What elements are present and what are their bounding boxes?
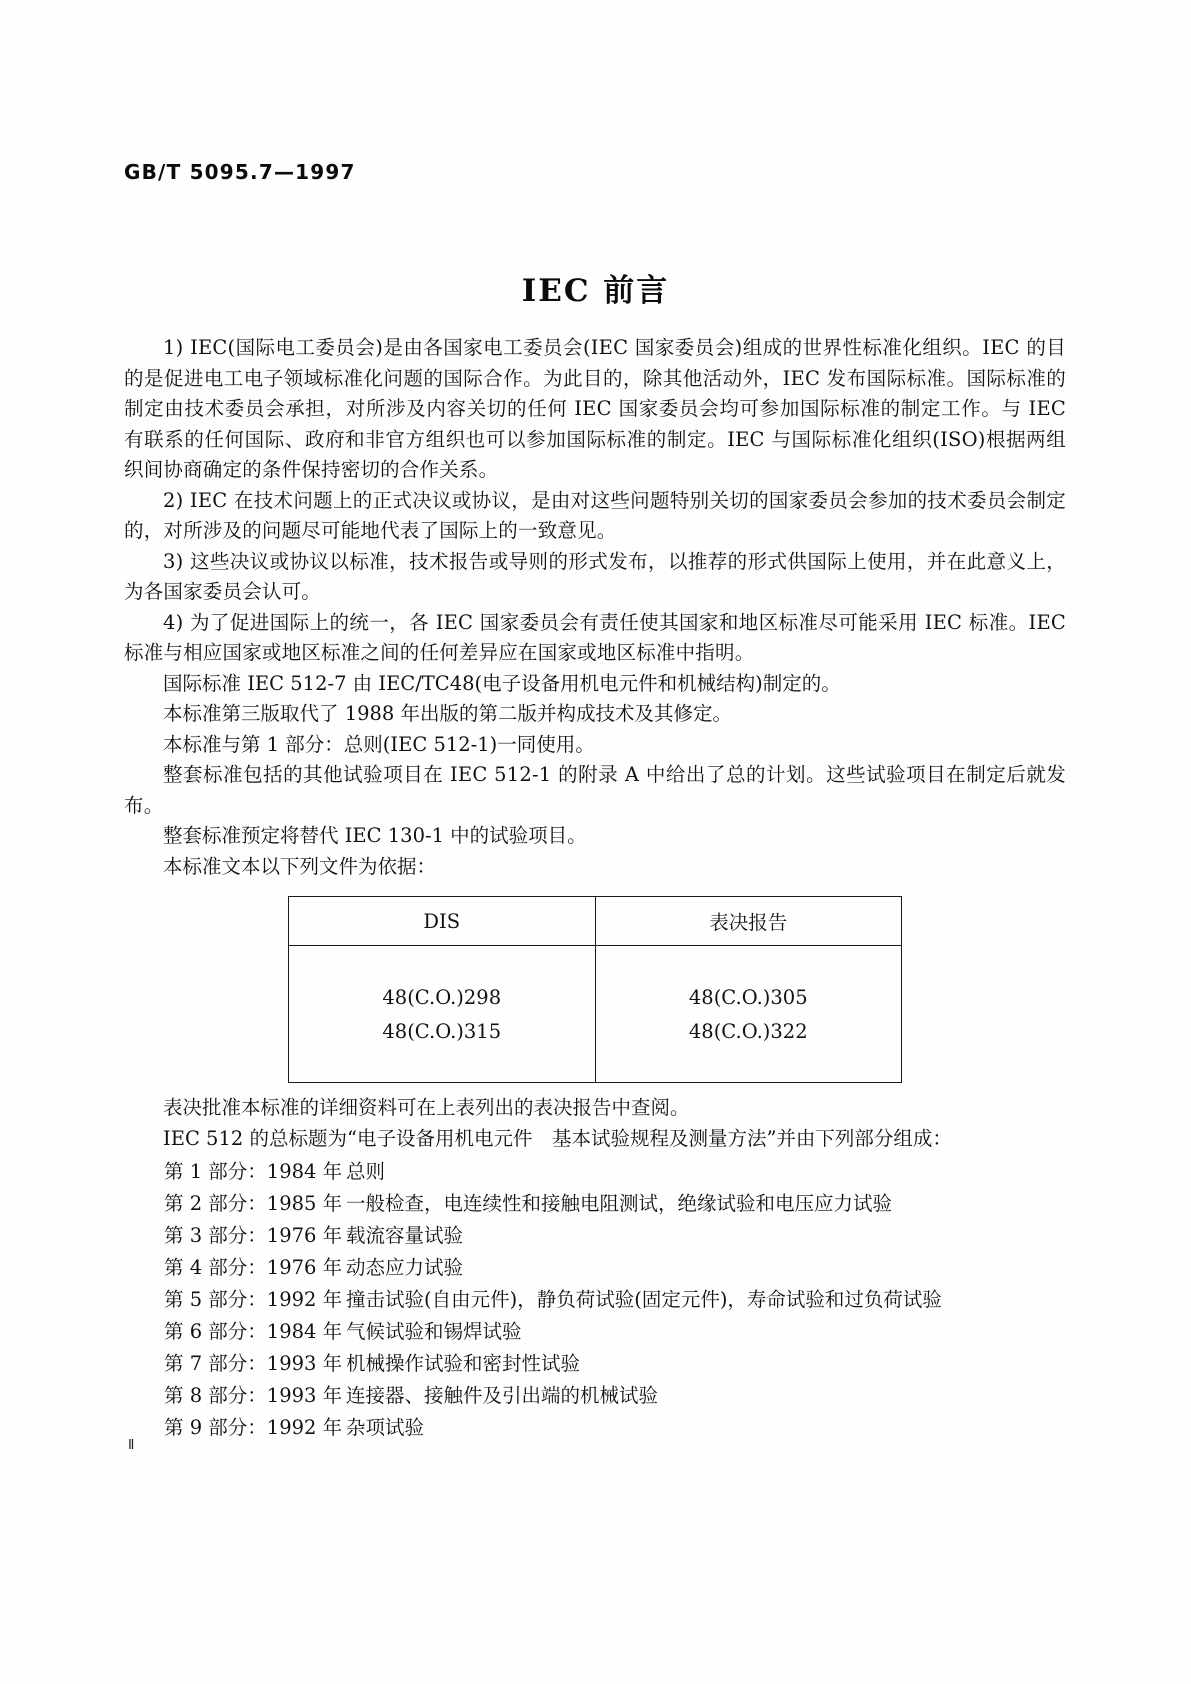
table-spacer-row-top — [289, 946, 902, 981]
list-item — [124, 1412, 1066, 1444]
part-label: 第 6 部分：1984 年 — [164, 1320, 343, 1343]
table-spacer-row-bottom — [289, 1048, 902, 1083]
table-cell-dis: 48(C.O.)298 — [289, 980, 596, 1014]
standard-number-header: GB/T 5095.7—1997 — [124, 160, 356, 184]
paragraph-basis-documents: 本标准文本以下列文件为依据： — [163, 854, 437, 878]
part-label: 第 1 部分：1984 年 — [164, 1160, 343, 1183]
part-label: 第 3 部分：1976 年 — [164, 1224, 343, 1247]
table-cell-report: 48(C.O.)305 — [688, 985, 808, 1009]
paragraph-2: 2) IEC 在技术问题上的正式决议或协议，是由对这些问题特别关切的国家委员会参加的技术委员会制定的，对所涉及的问题尽可能地代表了国际上的一致意见。 — [124, 488, 1066, 542]
table-cell-dis: 48(C.O.)315 — [289, 1014, 596, 1048]
part-description: 机械操作试验和密封性试验 — [346, 1352, 581, 1375]
list-item — [124, 1188, 1066, 1220]
list-item — [124, 1380, 1066, 1412]
table-row — [289, 1014, 902, 1048]
parts-list — [124, 1156, 1066, 1444]
list-item — [124, 1220, 1066, 1252]
paragraph-use-with-part-1: 本标准与第 1 部分：总则(IEC 512-1)一同使用。 — [163, 732, 595, 756]
page-title: IEC 前言 — [521, 273, 670, 309]
part-description: 载流容量试验 — [346, 1224, 464, 1247]
table-cell-report: 48(C.O.)322 — [688, 1019, 808, 1043]
page-number: Ⅱ — [128, 1438, 135, 1453]
table-row — [289, 980, 902, 1014]
list-item — [124, 1316, 1066, 1348]
part-label: 第 7 部分：1993 年 — [164, 1352, 343, 1375]
part-description: 撞击试验(自由元件)，静负荷试验(固定元件)，寿命试验和过负荷试验 — [346, 1288, 942, 1311]
list-item — [124, 1284, 1066, 1316]
part-label: 第 8 部分：1993 年 — [164, 1384, 343, 1407]
paragraph-4: 4) 为了促进国际上的统一，各 IEC 国家委员会有责任使其国家和地区标准尽可能采用 IEC 标准。IEC 标准与相应国家或地区标准之间的任何差异应在国家或地区标准中指明。 — [124, 610, 1066, 664]
list-item — [124, 1252, 1066, 1284]
table-spacer-cell-right — [595, 1048, 902, 1083]
part-label: 第 5 部分：1992 年 — [164, 1288, 343, 1311]
dis-vote-table — [288, 896, 902, 1083]
paragraph-iec-512-7-origin: 国际标准 IEC 512-7 由 IEC/TC48(电子设备用机电元件和机械结构)制定的。 — [163, 671, 841, 695]
part-label: 第 2 部分：1985 年 — [164, 1192, 343, 1215]
part-description: 一般检查，电连续性和接触电阻测试，绝缘试验和电压应力试验 — [346, 1192, 893, 1215]
paragraph-1: 1) IEC(国际电工委员会)是由各国家电工委员会(IEC 国家委员会)组成的世界性标准化组织。IEC 的目的是促进电工电子领域标准化问题的国际合作。为此目的，除其他活动外，IEC 发布国际标准。国际标准的制定由技术委员会承担，对所涉及内容关切的任何 IEC 国家委员会均可参加国际标准的制定工作。与 IEC 有联系的任何国际、政府和非官方组织也可以参加国际标准的制定。IEC 与国际标准化组织(ISO)根据两组织间协商确定的条件保持密切的合作关系。 — [124, 336, 1066, 481]
table-spacer-cell-left — [289, 1048, 596, 1083]
document-body — [124, 333, 1066, 1444]
list-item — [124, 1156, 1066, 1188]
paragraph-general-title: IEC 512 的总标题为“电子设备用机电元件 基本试验规程及测量方法”并由下列部分组成： — [163, 1126, 952, 1150]
table-header-dis: DIS — [289, 897, 596, 946]
table-spacer-cell-left — [289, 946, 596, 981]
part-description: 气候试验和锡焊试验 — [346, 1320, 522, 1343]
table-spacer-cell-right — [595, 946, 902, 981]
part-description: 动态应力试验 — [346, 1256, 464, 1279]
part-description: 杂项试验 — [346, 1416, 425, 1439]
list-item — [124, 1348, 1066, 1380]
table-header-row — [289, 897, 902, 946]
part-label: 第 9 部分：1992 年 — [164, 1416, 343, 1439]
paragraph-other-tests: 整套标准包括的其他试验项目在 IEC 512-1 的附录 A 中给出了总的计划。这些试验项目在制定后就发布。 — [124, 763, 1066, 817]
part-label: 第 4 部分：1976 年 — [164, 1256, 343, 1279]
part-description: 连接器、接触件及引出端的机械试验 — [346, 1384, 659, 1407]
paragraph-vote-detail: 表决批准本标准的详细资料可在上表列出的表决报告中查阅。 — [163, 1096, 690, 1119]
paragraph-3: 3) 这些决议或协议以标准，技术报告或导则的形式发布，以推荐的形式供国际上使用，并在此意义上，为各国家委员会认可。 — [124, 549, 1066, 603]
paragraph-replace-iec-130-1: 整套标准预定将替代 IEC 130-1 中的试验项目。 — [163, 824, 587, 847]
part-description: 总则 — [346, 1160, 386, 1183]
table-header-report: 表决报告 — [595, 897, 902, 946]
paragraph-third-edition: 本标准第三版取代了 1988 年出版的第二版并构成技术及其修定。 — [163, 702, 733, 725]
dis-table-container — [124, 896, 1066, 1083]
